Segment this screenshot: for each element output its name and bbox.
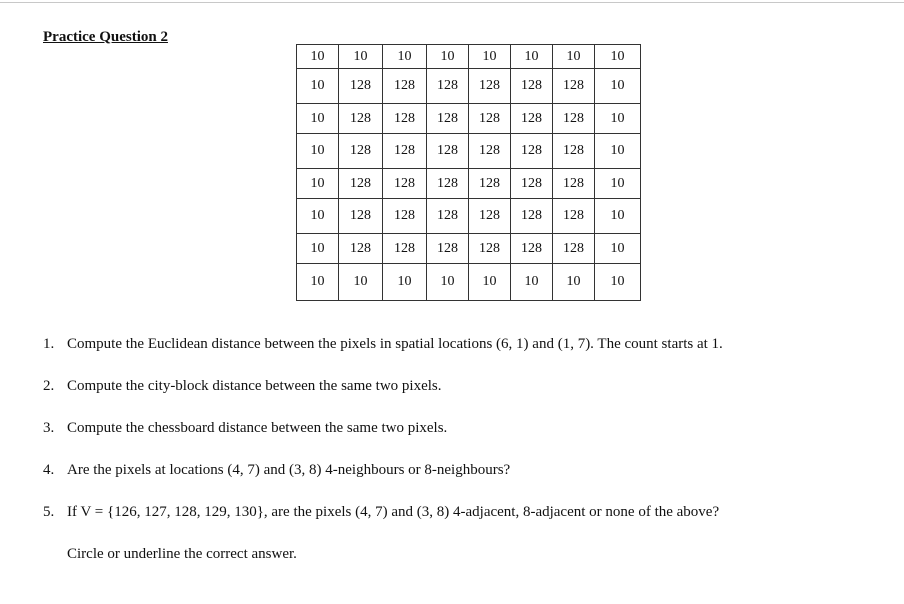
grid-cell: 10	[297, 264, 339, 301]
grid-cell: 128	[339, 134, 383, 169]
grid-cell: 10	[595, 169, 641, 199]
grid-cell: 128	[339, 69, 383, 104]
grid-cell: 128	[383, 234, 427, 264]
grid-cell: 10	[595, 234, 641, 264]
grid-cell: 10	[469, 45, 511, 69]
grid-cell: 128	[553, 134, 595, 169]
question-text: Compute the city-block distance between the same two pixels.	[67, 378, 442, 394]
page-title: Practice Question 2	[43, 29, 168, 45]
grid-row	[297, 104, 641, 134]
grid-cell: 128	[383, 104, 427, 134]
grid-cell: 10	[297, 45, 339, 69]
grid-cell: 128	[553, 169, 595, 199]
grid-cell: 128	[427, 234, 469, 264]
grid-cell: 10	[297, 234, 339, 264]
grid-row	[297, 45, 641, 69]
grid-row	[297, 134, 641, 169]
grid-cell: 10	[595, 69, 641, 104]
grid-cell: 10	[595, 104, 641, 134]
grid-cell: 10	[339, 264, 383, 301]
grid-cell: 128	[553, 69, 595, 104]
grid-cell: 128	[427, 104, 469, 134]
grid-cell: 10	[469, 264, 511, 301]
grid-cell: 10	[427, 264, 469, 301]
grid-cell: 128	[427, 199, 469, 234]
grid-cell: 10	[595, 134, 641, 169]
grid-row	[297, 69, 641, 104]
grid-cell: 10	[511, 264, 553, 301]
grid-row	[297, 264, 641, 301]
grid-cell: 128	[383, 69, 427, 104]
grid-cell: 128	[339, 169, 383, 199]
grid-cell: 128	[469, 169, 511, 199]
grid-cell: 10	[339, 45, 383, 69]
grid-cell: 10	[595, 264, 641, 301]
question-text: Compute the chessboard distance between the same two pixels.	[67, 420, 448, 436]
grid-cell: 128	[553, 234, 595, 264]
grid-cell: 128	[469, 199, 511, 234]
grid-cell: 10	[427, 45, 469, 69]
grid-cell: 128	[339, 199, 383, 234]
grid-cell: 128	[511, 199, 553, 234]
grid-row	[297, 169, 641, 199]
grid-cell: 128	[553, 199, 595, 234]
grid-cell: 128	[511, 134, 553, 169]
grid-cell: 10	[595, 199, 641, 234]
page-top-rule	[0, 2, 904, 3]
grid-cell: 128	[469, 69, 511, 104]
grid-cell: 10	[511, 45, 553, 69]
question-number: 2.	[43, 378, 55, 394]
question-number: 5.	[43, 504, 55, 520]
question-text: Compute the Euclidean distance between the pixels in spatial locations (6, 1) and (1, 7). The count starts at 1.	[67, 336, 723, 352]
grid-cell: 128	[469, 234, 511, 264]
grid-cell: 128	[383, 134, 427, 169]
grid-cell: 10	[297, 134, 339, 169]
grid-cell: 128	[511, 69, 553, 104]
grid-cell: 128	[339, 234, 383, 264]
grid-row	[297, 199, 641, 234]
question-text: Are the pixels at locations (4, 7) and (3, 8) 4-neighbours or 8-neighbours?	[67, 462, 511, 478]
grid-row	[297, 234, 641, 264]
grid-cell: 10	[297, 169, 339, 199]
grid-cell: 128	[427, 134, 469, 169]
pixel-grid-table	[296, 44, 641, 301]
grid-cell: 128	[469, 104, 511, 134]
grid-cell: 10	[553, 45, 595, 69]
grid-cell: 128	[383, 199, 427, 234]
grid-cell: 128	[511, 169, 553, 199]
grid-cell: 128	[383, 169, 427, 199]
question-text: If V = {126, 127, 128, 129, 130}, are the pixels (4, 7) and (3, 8) 4-adjacent, 8-adjacent or none of the above?	[67, 504, 720, 520]
grid-cell: 10	[297, 199, 339, 234]
grid-cell: 128	[339, 104, 383, 134]
grid-cell: 128	[511, 234, 553, 264]
grid-cell: 128	[553, 104, 595, 134]
grid-cell: 10	[383, 264, 427, 301]
grid-cell: 128	[427, 69, 469, 104]
grid-cell: 10	[595, 45, 641, 69]
grid-cell: 10	[553, 264, 595, 301]
grid-cell: 128	[469, 134, 511, 169]
question-number: 1.	[43, 336, 55, 352]
question-number: 4.	[43, 462, 55, 478]
question-number: 3.	[43, 420, 55, 436]
grid-cell: 10	[297, 104, 339, 134]
grid-cell: 128	[511, 104, 553, 134]
grid-cell: 128	[427, 169, 469, 199]
answer-instruction: Circle or underline the correct answer.	[67, 546, 297, 562]
grid-cell: 10	[297, 69, 339, 104]
grid-cell: 10	[383, 45, 427, 69]
